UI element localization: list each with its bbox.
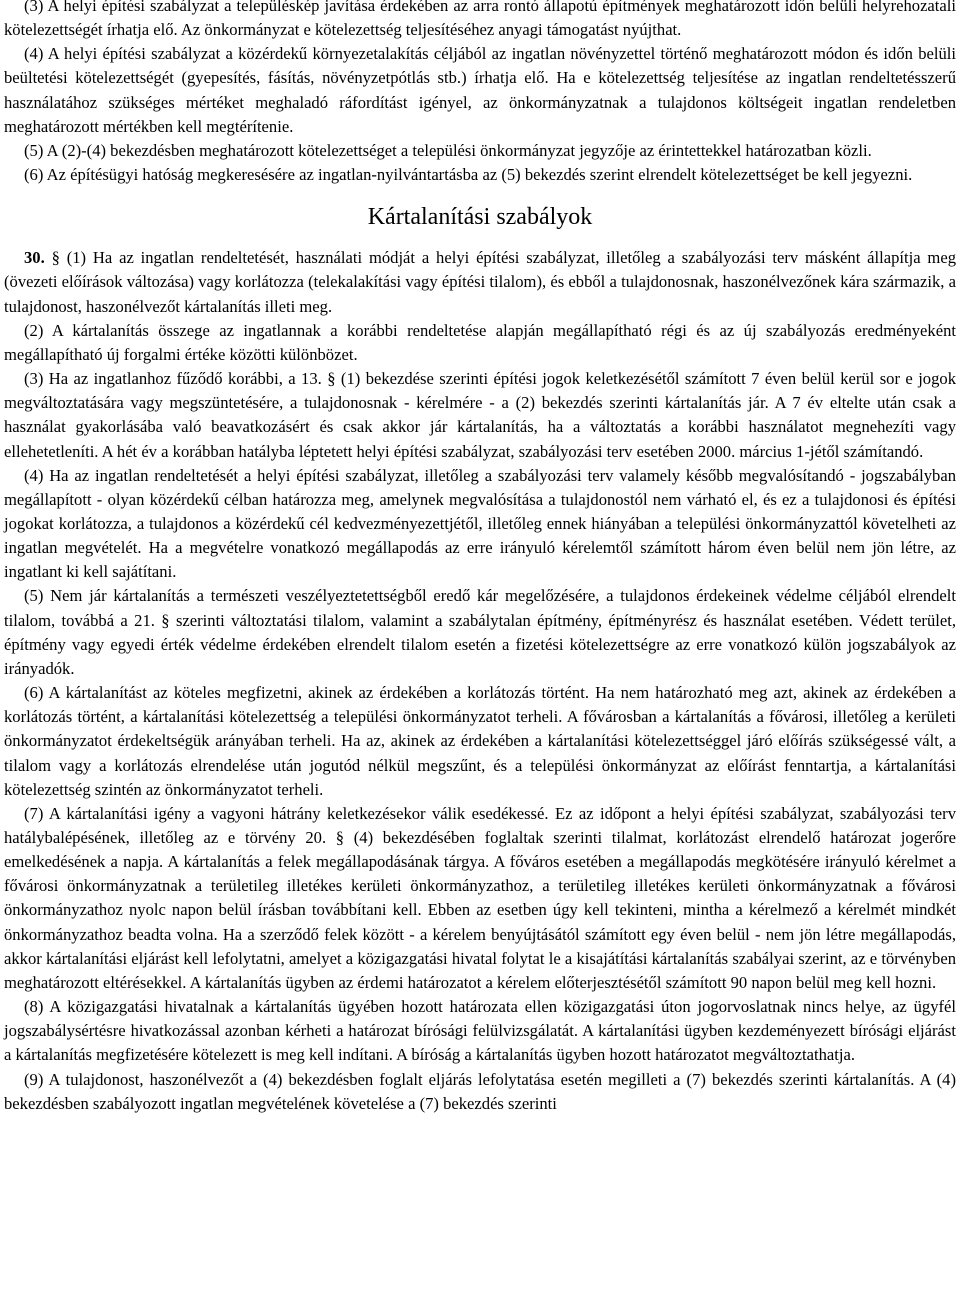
paragraph-3: (3) A helyi építési szabályzat a településkép javítása érdekében az arra rontó állapotú építmények meghatározott időn belüli helyrehozatali kötelezettségét írhatja elő. Az önkormányzat e kötelezettség teljesítéséhez anyagi támogatást nyújthat. xyxy=(4,0,956,40)
section-heading: Kártalanítási szabályok xyxy=(367,204,593,231)
section-30-paragraph-3: (3) Ha az ingatlanhoz fűződő korábbi, a 13. § (1) bekezdése szerinti építési jogok keletkezésétől számított 7 éven belül kerül sor e jogok megváltoztatására vagy megszüntetésére, a tulajdonosnak - kérelmére - a (2) bekezdés szerinti kártalanítás jár. A 7 év eltelte után csak a használat gyakorlásába való beavatkozásért és csak akkor jár kártalanítás, ha a változtatás a korábbi használatot megnehezíti vagy ellehetetleníti. A hét év a korábban hatályba léptetett helyi építési szabályzat, szabályozási terv esetében 2000. március 1-jétől számítandó. xyxy=(4,369,956,461)
section-30-paragraph-5: (5) Nem jár kártalanítás a természeti veszélyeztetettségből eredő kár megelőzésére, a tulajdonos érdekeinek védelme céljából elrendelt tilalom, továbbá a 21. § szerinti változtatási tilalom, valamint a szabálytalan építmény, építményrész és használat esetében. Védett terület, építmény vagy egyedi érték védelme érdekében elrendelt tilalom esetén a fizetési kötelezettségre az erre vonatkozó külön jogszabályok az irányadók. xyxy=(4,586,956,678)
section-30-paragraph-8: (8) A közigazgatási hivatalnak a kártalanítás ügyében hozott határozata ellen közigazgatási úton jogorvoslatnak nincs helye, az ügyfél jogszabálysértésre hivatkozással azonban kérheti a határozat bírósági felülvizsgálatát. A kártalanítási ügyben kezdeményezett bírósági eljárást a kártalanítás megfizetésére kötelezett is meg kell indítani. A bíróság a kártalanítás ügyben hozott határozatot megváltoztathatja. xyxy=(4,997,956,1065)
document-page xyxy=(4,0,956,1116)
paragraph-6: (6) Az építésügyi hatóság megkeresésére az ingatlan-nyilvántartásba az (5) bekezdés szerint elrendelt kötelezettséget be kell jegyezni. xyxy=(24,165,913,185)
paragraph-5: (5) A (2)-(4) bekezdésben meghatározott kötelezettséget a települési önkormányzat jegyzője az érintettekkel határozatban közli. xyxy=(24,140,872,160)
section-30-paragraph-7: (7) A kártalanítási igény a vagyoni hátrány keletkezésekor válik esedékessé. Ez az időpont a helyi építési szabályzat, szabályozási terv hatálybalépésének, illetőleg az e törvény 20. § (4) bekezdésében foglaltak szerinti tilalmat, korlátozást elrendelő határozat jogerőre emelkedésének a napja. A kártalanítás a felek megállapodásának tárgya. A főváros esetében a megállapodás megkötésére irányuló kérelmet a fővárosi önkormányzatnak a területileg illetékes kerületi önkormányzathoz, a területileg illetékes kerületi önkormányzatnak a fővárosi önkormányzathoz nyolc napon belül írásban továbbítani kell. Ebben az esetben úgy kell tekinteni, mintha a kérelmező a kérelmét mindkét önkormányzathoz beadta volna. Ha a szerződő felek között - a kérelem benyújtásától számított egy éven belül - nem jön létre megállapodás, akkor kártalanítási eljárást kell lefolytatni, amelyet a közigazgatási hivatal folytat le a kisajátítási kártalanítás szabályai szerint, az e törvényben meghatározott eltérésekkel. A kártalanítás ügyben az érdemi határozatot a kérelem előterjesztésétől számított 90 napon belül meg kell hozni. xyxy=(4,803,956,992)
section-30-paragraph-6: (6) A kártalanítást az köteles megfizetni, akinek az érdekében a korlátozás történt. Ha nem határozható meg azt, akinek az érdekében a korlátozás történt, a kártalanítási kötelezettség a települési önkormányzatot terheli. A fővárosban a kártalanítás a fővárosi, illetőleg a kerületi önkormányzatot érdekeltségük arányában terheli. Ha az, akinek az érdekében a kártalanítási kötelezettséggel járó előírás szükségessé vált, a tilalom vagy a korlátozás elrendelése után jogutód nélkül megszűnt, és a települési önkormányzat az előírást fenntartja, a kártalanítási kötelezettség szintén az önkormányzatot terheli. xyxy=(4,683,956,799)
section-30-paragraph-2: (2) A kártalanítás összege az ingatlannak a korábbi rendeltetése alapján megállapítható régi és az új szabályozás eredményeként megállapítható új forgalmi értéke közötti különbözet. xyxy=(4,320,956,364)
section-30-paragraph-4: (4) Ha az ingatlan rendeltetését a helyi építési szabályzat, illetőleg a szabályozási terv valamely később megvalósítandó - jogszabályban megállapított - olyan közérdekű célban határozza meg, amelynek megvalósítása a tulajdonostól nem várható el, és ez a tulajdonosi és építési jogokat korlátozza, a tulajdonos a közérdekű cél kedvezményezettjétől, illetőleg ennek hiányában a települési önkormányzattól követelheti az ingatlan megvételét. Ha a megvételre vonatkozó megállapodás az erre irányuló kérelemtől számított három éven belül nem jön létre, az ingatlant ki kell sajátítani. xyxy=(4,465,956,582)
section-30-paragraph-9: (9) A tulajdonost, haszonélvezőt a (4) bekezdésben foglalt eljárás lefolytatása esetén megilleti a (7) bekezdés szerinti kártalanítás. A (4) bekezdésben szabályozott ingatlan megvételének követelése a (7) bekezdés szerinti xyxy=(4,1069,956,1113)
section-number: 30. xyxy=(24,248,45,268)
paragraph-4: (4) A helyi építési szabályzat a közérdekű környezetalakítás céljából az ingatlan növényzettel történő meghatározott módon és időn belüli beültetési kötelezettségét (gyepesítés, fásítás, növényzetpótlás stb.) írhatja elő. Ha e kötelezettség teljesítése az ingatlan rendeltetésszerű használatához szükséges mértéket meghaladó ráfordítást igényel, az önkormányzatnak a tulajdonos költségeit ingatlan rendeletben meghatározott mértékben kell megtérítenie. xyxy=(4,44,956,136)
section-30-paragraph-1 xyxy=(4,246,956,318)
section-30-paragraph-1-text: § (1) Ha az ingatlan rendeltetését, használati módját a helyi építési szabályzat, illetőleg a szabályozási terv másként állapítja meg (övezeti előírások változása) vagy korlátozza (telekalakítási vagy építési tilalom), és ebből a tulajdonosnak, haszonélvezőnek kára származik, a tulajdonost, haszonélvezőt kártalanítás illeti meg. xyxy=(4,248,957,316)
